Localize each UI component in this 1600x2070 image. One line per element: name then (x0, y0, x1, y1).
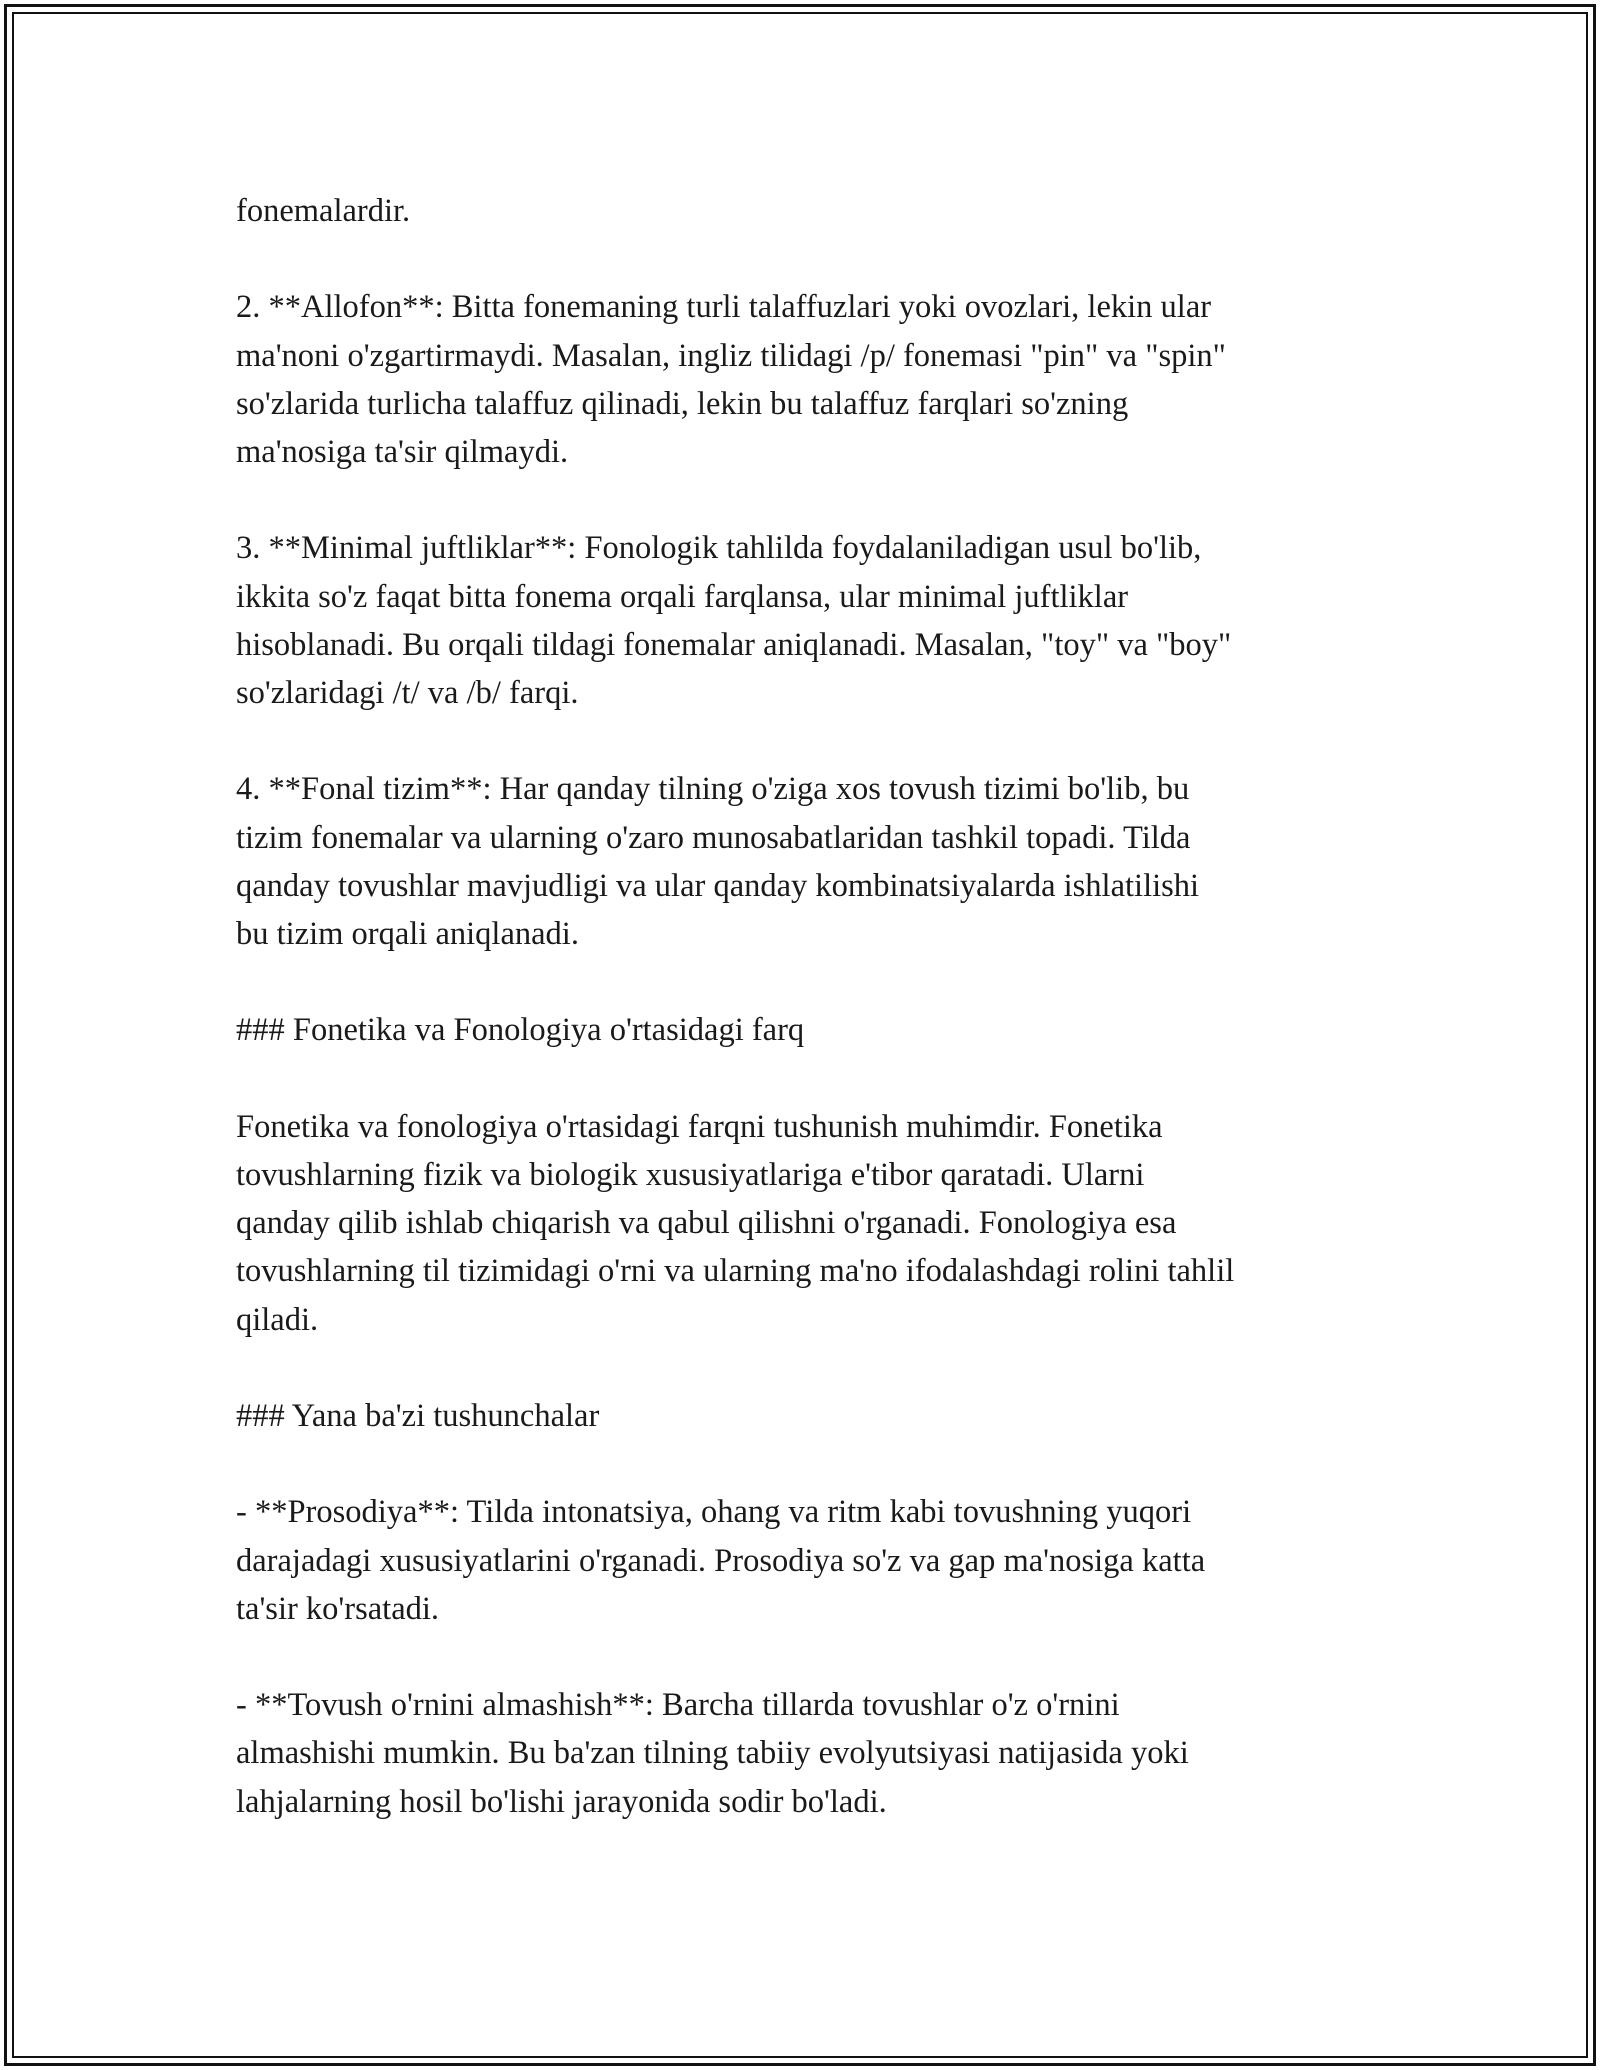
heading-fonetika-fonologiya: ### Fonetika va Fonologiya o'rtasidagi farq (236, 1012, 805, 1049)
list-item-prosodiya: - **Prosodiya**: Tilda intonatsiya, ohang va ritm kabi tovushning yuqori darajadagi xususiyatlarini o'rganadi. Prosodiya so'z va gap ma'nosiga katta ta'sir ko'rsatadi. (236, 1494, 1206, 1627)
paragraph-allofon: 2. **Allofon**: Bitta fonemaning turli talaffuzlari yoki ovozlari, lekin ular ma'noni o'zgartirmaydi. Masalan, ingliz tilidagi /p/ fonemasi "pin" va "spin" so'zlarida turlicha talaffuz qilinadi, lekin bu talaffuz farqlari so'zning ma'nosiga ta'sir qilmaydi. (236, 289, 1226, 470)
list-item-tovush-almashish: - **Tovush o'rnini almashish**: Barcha tillarda tovushlar o'z o'rnini almashishi mumkin. Bu ba'zan tilning tabiiy evolyutsiyasi natijasida yoki lahjalarning hosil bo'lishi jarayonida sodir bo'ladi. (236, 1687, 1189, 1820)
document-body (236, 187, 1376, 1826)
paragraph-fonal-tizim: 4. **Fonal tizim**: Har qanday tilning o'ziga xos tovush tizimi bo'lib, bu tizim fonemalar va ularning o'zaro munosabatlaridan tashkil topadi. Tilda qanday tovushlar mavjudligi va ular qanday kombinatsiyalarda ishlatilishi bu tizim orqali aniqlanadi. (236, 771, 1200, 952)
heading-yana-tushunchalar: ### Yana ba'zi tushunchalar (236, 1397, 600, 1434)
paragraph-fonetika-fonologiya: Fonetika va fonologiya o'rtasidagi farqni tushunish muhimdir. Fonetika tovushlarning fizik va biologik xususiyatlariga e'tibor qaratadi. Ularni qanday qilib ishlab chiqarish va qabul qilishni o'rganadi. Fonologiya esa tovushlarning til tizimidagi o'rni va ularning ma'no ifodalashdagi rolini tahlil qiladi. (236, 1108, 1235, 1338)
paragraph-continuation: fonemalardir. (236, 193, 411, 229)
paragraph-minimal-juftliklar: 3. **Minimal juftliklar**: Fonologik tahlilda foydalaniladigan usul bo'lib, ikkita so'z faqat bitta fonema orqali farqlansa, ular minimal juftliklar hisoblanadi. Bu orqali tildagi fonemalar aniqlanadi. Masalan, "toy" va "boy" so'zlaridagi /t/ va /b/ farqi. (236, 530, 1232, 711)
